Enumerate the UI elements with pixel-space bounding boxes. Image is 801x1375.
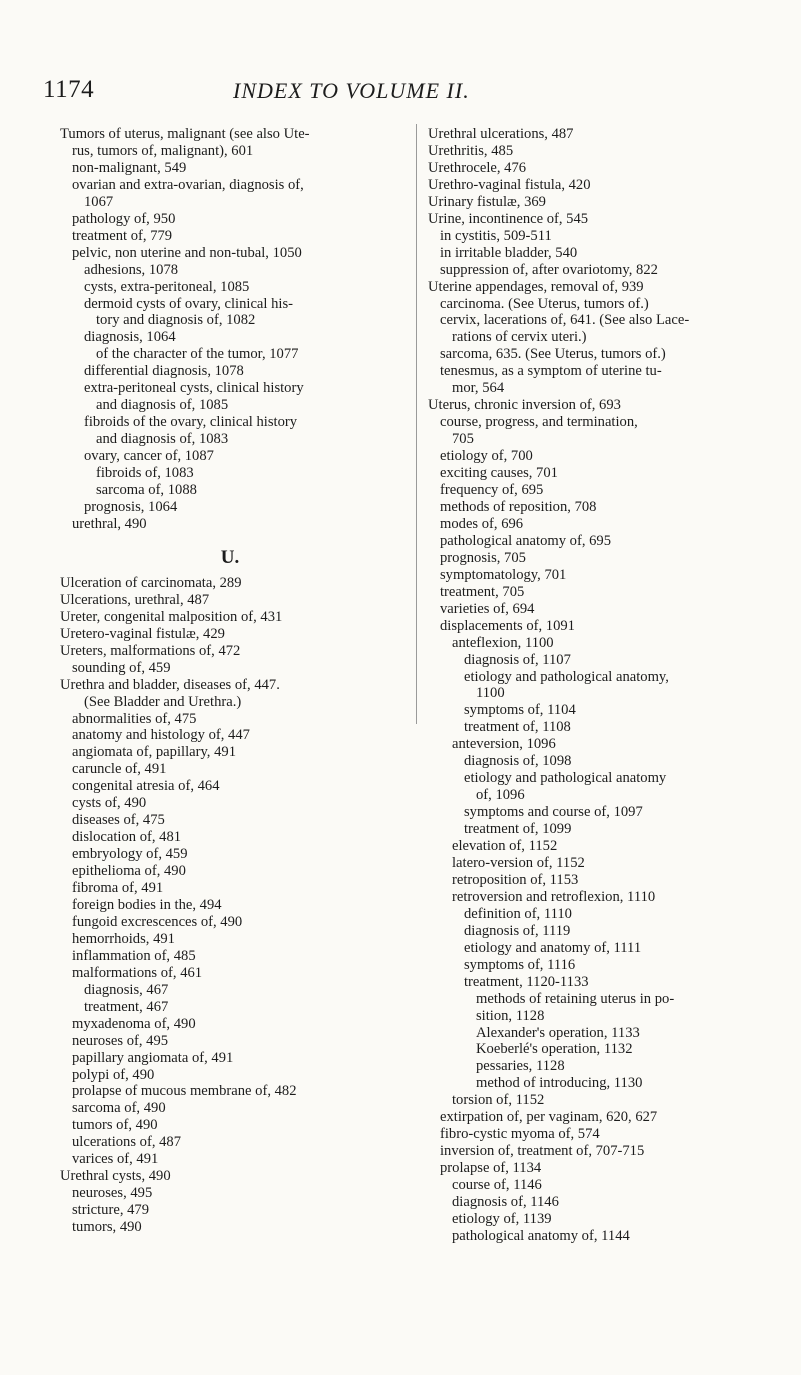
index-entry: foreign bodies in the, 494 — [72, 896, 222, 913]
index-entry: fungoid excrescences of, 490 — [72, 913, 243, 930]
index-entry: treatment of, 1108 — [464, 719, 571, 736]
index-entry: (See Bladder and Urethra.) — [84, 693, 242, 710]
index-entry: diagnosis, 467 — [84, 981, 169, 998]
index-entry: etiology and pathological anatomy — [464, 770, 667, 787]
index-entry: retroversion and retroflexion, 1110 — [452, 888, 656, 905]
index-entry: modes of, 696 — [440, 515, 524, 532]
index-entry: adhesions, 1078 — [84, 261, 179, 278]
index-entry: prognosis, 1064 — [84, 498, 178, 515]
index-entry: Alexander's operation, 1133 — [476, 1024, 640, 1041]
index-entry: dislocation of, 481 — [72, 829, 182, 846]
index-entry: symptoms of, 1104 — [464, 702, 576, 719]
index-entry: Urinary fistulæ, 369 — [428, 193, 546, 210]
index-entry: elevation of, 1152 — [452, 838, 558, 855]
index-entry: fibro-cystic myoma of, 574 — [440, 1126, 600, 1143]
index-entry: methods of retaining uterus in po- — [476, 990, 675, 1007]
index-column-left — [60, 126, 400, 1236]
index-entry: Uterus, chronic inversion of, 693 — [428, 397, 621, 414]
index-entry: cysts, extra-peritoneal, 1085 — [84, 278, 250, 295]
index-entry: in irritable bladder, 540 — [440, 244, 578, 261]
index-entry: inversion of, treatment of, 707-715 — [440, 1143, 645, 1160]
index-entry: anatomy and histology of, 447 — [72, 727, 250, 744]
index-entry: exciting causes, 701 — [440, 465, 558, 482]
index-entry: ulcerations of, 487 — [72, 1134, 182, 1151]
index-entry: pathological anatomy of, 695 — [440, 532, 612, 549]
index-entry: prolapse of mucous membrane of, 482 — [72, 1083, 297, 1100]
index-entry: pelvic, non uterine and non-tubal, 1050 — [72, 244, 302, 261]
index-entry: and diagnosis of, 1083 — [96, 431, 229, 448]
index-entry: extra-peritoneal cysts, clinical history — [84, 380, 304, 397]
page-number: 1174 — [43, 76, 95, 103]
index-entry: of, 1096 — [476, 787, 525, 804]
index-entry: prognosis, 705 — [440, 549, 526, 566]
index-entry: in cystitis, 509-511 — [440, 227, 552, 244]
index-entry: diagnosis of, 1146 — [452, 1194, 559, 1211]
index-entry: polypi of, 490 — [72, 1066, 155, 1083]
index-entry: cysts of, 490 — [72, 795, 147, 812]
index-entry: abnormalities of, 475 — [72, 710, 197, 727]
index-entry: non-malignant, 549 — [72, 159, 187, 176]
column-divider — [416, 124, 417, 724]
index-entry: Ulcerations, urethral, 487 — [60, 591, 210, 608]
index-entry: tumors, 490 — [72, 1219, 142, 1236]
index-entry: embryology of, 459 — [72, 846, 188, 863]
index-entry: angiomata of, papillary, 491 — [72, 744, 236, 761]
index-entry: Tumors of uterus, malignant (see also Ute- — [60, 126, 310, 142]
index-entry: ovarian and extra-ovarian, diagnosis of, — [72, 176, 304, 193]
index-entry: urethral, 490 — [72, 515, 147, 532]
index-entry: suppression of, after ovariotomy, 822 — [440, 261, 658, 278]
index-entry: ovary, cancer of, 1087 — [84, 448, 214, 465]
index-entry: displacements of, 1091 — [440, 617, 575, 634]
index-entry: Ulceration of carcinomata, 289 — [60, 574, 242, 591]
index-entry: diagnosis of, 1098 — [464, 753, 572, 770]
index-entry: 1100 — [476, 685, 505, 702]
index-entry: Ureter, congenital malposition of, 431 — [60, 608, 283, 625]
index-entry: sition, 1128 — [476, 1007, 545, 1024]
index-entry: treatment, 467 — [84, 998, 169, 1015]
index-entry: tory and diagnosis of, 1082 — [96, 312, 256, 329]
index-entry: cervix, lacerations of, 641. (See also Lace- — [440, 312, 690, 329]
index-entry: Uterine appendages, removal of, 939 — [428, 278, 644, 295]
index-entry: anteflexion, 1100 — [452, 634, 554, 651]
index-entry: Urine, incontinence of, 545 — [428, 210, 589, 227]
index-entry: caruncle of, 491 — [72, 761, 167, 778]
index-entry: neuroses, 495 — [72, 1185, 153, 1202]
index-entry: methods of reposition, 708 — [440, 498, 597, 515]
index-entry: Urethritis, 485 — [428, 142, 514, 159]
section-letter: U. — [220, 546, 240, 568]
index-entry: fibroids of, 1083 — [96, 465, 194, 482]
index-entry: rations of cervix uteri.) — [452, 329, 587, 346]
index-entry: of the character of the tumor, 1077 — [96, 346, 299, 363]
index-entry: diseases of, 475 — [72, 812, 165, 829]
index-entry: frequency of, 695 — [440, 482, 544, 499]
index-entry: course, progress, and termination, — [440, 414, 638, 431]
index-entry: symptoms of, 1116 — [464, 956, 576, 973]
index-entry: diagnosis of, 1107 — [464, 651, 571, 668]
index-entry: differential diagnosis, 1078 — [84, 363, 244, 380]
index-entry: carcinoma. (See Uterus, tumors of.) — [440, 295, 649, 312]
index-entry: etiology of, 1139 — [452, 1211, 552, 1227]
index-entry: and diagnosis of, 1085 — [96, 397, 229, 414]
index-entry: treatment, 705 — [440, 583, 525, 600]
index-entry: varieties of, 694 — [440, 600, 535, 617]
index-entry: treatment of, 779 — [72, 227, 173, 244]
index-entry: neuroses of, 495 — [72, 1032, 169, 1049]
index-entry: dermoid cysts of ovary, clinical his- — [84, 295, 293, 312]
index-entry: 705 — [452, 431, 474, 448]
index-entry: prolapse of, 1134 — [440, 1160, 542, 1177]
index-entry: etiology of, 700 — [440, 448, 533, 465]
index-entry: extirpation of, per vaginam, 620, 627 — [440, 1109, 658, 1126]
index-entry: torsion of, 1152 — [452, 1092, 545, 1109]
index-entry: treatment of, 1099 — [464, 821, 572, 838]
index-entry: 1067 — [84, 193, 114, 210]
index-column-right — [428, 126, 780, 1245]
index-entry: tenesmus, as a symptom of uterine tu- — [440, 363, 662, 380]
index-entry: symptomatology, 701 — [440, 566, 567, 583]
index-entry: Urethrocele, 476 — [428, 159, 527, 176]
index-entry: malformations of, 461 — [72, 964, 203, 981]
index-entry: epithelioma of, 490 — [72, 863, 186, 880]
index-entry: diagnosis, 1064 — [84, 329, 176, 346]
index-entry: rus, tumors of, malignant), 601 — [72, 142, 254, 159]
index-entry: mor, 564 — [452, 380, 505, 397]
index-entry: inflammation of, 485 — [72, 947, 196, 964]
index-entry: fibroma of, 491 — [72, 880, 164, 897]
index-entry: Urethro-vaginal fistula, 420 — [428, 176, 591, 193]
index-entry: Urethral cysts, 490 — [60, 1168, 171, 1185]
index-entry: sarcoma of, 1088 — [96, 482, 197, 499]
index-entry: stricture, 479 — [72, 1202, 150, 1219]
index-entry: definition of, 1110 — [464, 905, 572, 922]
index-entry: etiology and pathological anatomy, — [464, 668, 669, 685]
index-entry: course of, 1146 — [452, 1177, 542, 1194]
index-entry: symptoms and course of, 1097 — [464, 804, 643, 821]
index-entry: retroposition of, 1153 — [452, 871, 579, 888]
index-entry: fibroids of the ovary, clinical history — [84, 414, 298, 431]
index-entry: sarcoma, 635. (See Uterus, tumors of.) — [440, 346, 666, 363]
running-head: INDEX TO VOLUME II. — [233, 78, 470, 103]
index-entry: myxadenoma of, 490 — [72, 1015, 196, 1032]
index-entry: tumors of, 490 — [72, 1117, 158, 1134]
index-entry: pessaries, 1128 — [476, 1058, 565, 1075]
index-entry: Ureters, malformations of, 472 — [60, 642, 241, 659]
index-entry: sounding of, 459 — [72, 659, 171, 676]
index-entry: pathology of, 950 — [72, 210, 176, 227]
index-entry: latero-version of, 1152 — [452, 854, 585, 871]
index-entry: Urethral ulcerations, 487 — [428, 126, 574, 142]
index-entry: congenital atresia of, 464 — [72, 778, 220, 795]
index-entry: Uretero-vaginal fistulæ, 429 — [60, 625, 225, 642]
index-entry: etiology and anatomy of, 1111 — [464, 939, 642, 956]
index-entry: varices of, 491 — [72, 1151, 159, 1168]
index-entry: Koeberlé's operation, 1132 — [476, 1041, 633, 1058]
index-entry: hemorrhoids, 491 — [72, 930, 175, 947]
index-entry: anteversion, 1096 — [452, 736, 556, 753]
index-entry: pathological anatomy of, 1144 — [452, 1227, 630, 1244]
index-entry: Urethra and bladder, diseases of, 447. — [60, 676, 280, 693]
index-entry: method of introducing, 1130 — [476, 1075, 643, 1092]
index-entry: treatment, 1120-1133 — [464, 973, 589, 990]
index-entry: sarcoma of, 490 — [72, 1100, 166, 1117]
index-entry: papillary angiomata of, 491 — [72, 1049, 234, 1066]
page-header — [43, 76, 763, 106]
index-entry: diagnosis of, 1119 — [464, 922, 571, 939]
